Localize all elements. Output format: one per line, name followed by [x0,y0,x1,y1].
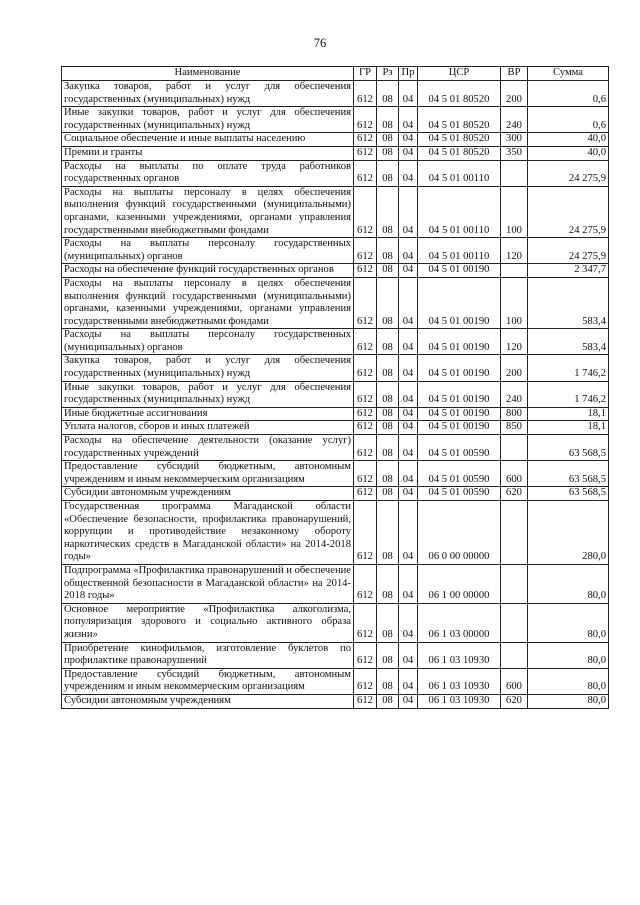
cell-gr: 612 [354,186,377,237]
cell-gr: 612 [354,146,377,160]
cell-pr: 04 [399,107,418,133]
table-row [62,186,609,237]
cell-sum: 583,4 [528,277,609,328]
cell-pr: 04 [399,642,418,668]
table-row [62,461,609,487]
header-vr: ВР [501,67,528,81]
cell-sum: 80,0 [528,642,609,668]
cell-sum: 18,1 [528,407,609,421]
cell-rz: 08 [377,487,399,501]
cell-pr: 04 [399,564,418,603]
cell-sum: 24 275,9 [528,160,609,186]
cell-gr: 612 [354,407,377,421]
cell-vr [501,642,528,668]
cell-csr: 04 5 01 00190 [418,407,501,421]
cell-gr: 612 [354,355,377,381]
header-name: Наименование [62,67,354,81]
cell-rz: 08 [377,603,399,642]
cell-csr: 04 5 01 00190 [418,381,501,407]
cell-pr: 04 [399,264,418,278]
cell-csr: 06 1 00 00000 [418,564,501,603]
cell-csr: 04 5 01 00190 [418,277,501,328]
table-row [62,277,609,328]
cell-gr: 612 [354,133,377,147]
cell-vr: 120 [501,238,528,264]
cell-gr: 612 [354,668,377,694]
cell-sum: 0,6 [528,107,609,133]
cell-pr: 04 [399,160,418,186]
cell-gr: 612 [354,264,377,278]
header-csr: ЦСР [418,67,501,81]
cell-rz: 08 [377,238,399,264]
cell-vr: 850 [501,421,528,435]
cell-csr: 04 5 01 00590 [418,461,501,487]
cell-sum: 24 275,9 [528,186,609,237]
cell-sum: 18,1 [528,421,609,435]
page-number: 76 [313,36,327,50]
cell-pr: 04 [399,81,418,107]
cell-rz: 08 [377,564,399,603]
cell-rz: 08 [377,81,399,107]
cell-rz: 08 [377,186,399,237]
cell-rz: 08 [377,407,399,421]
cell-name: Расходы на выплаты персоналу государственных (муниципальных) органов [62,329,354,355]
cell-csr: 04 5 01 00190 [418,264,501,278]
cell-pr: 04 [399,146,418,160]
cell-csr: 04 5 01 80520 [418,81,501,107]
cell-vr: 350 [501,146,528,160]
table-row [62,146,609,160]
cell-rz: 08 [377,435,399,461]
cell-gr: 612 [354,81,377,107]
cell-csr: 06 1 03 00000 [418,603,501,642]
cell-name: Закупка товаров, работ и услуг для обеспечения государственных (муниципальных) нужд [62,81,354,107]
table-row [62,381,609,407]
cell-vr [501,160,528,186]
table-row [62,487,609,501]
cell-sum: 0,6 [528,81,609,107]
table-row [62,694,609,708]
cell-name: Предоставление субсидий бюджетным, автономным учреждениям и иным некоммерческим организациям [62,668,354,694]
table-row [62,160,609,186]
table-row [62,564,609,603]
cell-csr: 04 5 01 80520 [418,107,501,133]
cell-rz: 08 [377,277,399,328]
table-row [62,421,609,435]
cell-gr: 612 [354,421,377,435]
cell-rz: 08 [377,461,399,487]
cell-vr [501,264,528,278]
cell-sum: 40,0 [528,146,609,160]
cell-pr: 04 [399,421,418,435]
cell-name: Социальное обеспечение и иные выплаты населению [62,133,354,147]
table-row [62,238,609,264]
cell-csr: 04 5 01 00590 [418,487,501,501]
cell-sum: 2 347,7 [528,264,609,278]
cell-vr: 100 [501,186,528,237]
table-row [62,603,609,642]
cell-rz: 08 [377,694,399,708]
table-row [62,329,609,355]
cell-vr [501,564,528,603]
table-row [62,355,609,381]
cell-name: Расходы на выплаты персоналу в целях обеспечения выполнения функций государственными (муниципальными) органами, казенными учреждениями, органами управления государственными внебюджетными фондами [62,277,354,328]
cell-rz: 08 [377,107,399,133]
cell-csr: 04 5 01 00190 [418,329,501,355]
cell-name: Предоставление субсидий бюджетным, автономным учреждениям и иным некоммерческим организациям [62,461,354,487]
table-row [62,668,609,694]
cell-sum: 63 568,5 [528,461,609,487]
cell-gr: 612 [354,461,377,487]
cell-pr: 04 [399,461,418,487]
table-row [62,81,609,107]
cell-pr: 04 [399,133,418,147]
cell-name: Иные закупки товаров, работ и услуг для обеспечения государственных (муниципальных) нужд [62,107,354,133]
cell-name: Закупка товаров, работ и услуг для обеспечения государственных (муниципальных) нужд [62,355,354,381]
cell-name: Субсидии автономным учреждениям [62,694,354,708]
cell-vr: 600 [501,668,528,694]
cell-vr [501,501,528,565]
table-row [62,407,609,421]
cell-sum: 1 746,2 [528,355,609,381]
cell-csr: 04 5 01 00110 [418,186,501,237]
cell-name: Государственная программа Магаданской области «Обеспечение безопасности, профилактика правонарушений, коррупции и противодействие незаконному обороту наркотических средств в Магаданской области» на 2014-2018 годы» [62,501,354,565]
cell-name: Подпрограмма «Профилактика правонарушений и обеспечение общественной безопасности в Магаданской области» на 2014-2018 годы» [62,564,354,603]
cell-pr: 04 [399,435,418,461]
cell-sum: 40,0 [528,133,609,147]
table-row [62,107,609,133]
cell-vr: 600 [501,461,528,487]
cell-name: Субсидии автономным учреждениям [62,487,354,501]
cell-csr: 04 5 01 00190 [418,421,501,435]
cell-sum: 280,0 [528,501,609,565]
cell-name: Расходы на обеспечение функций государственных органов [62,264,354,278]
cell-csr: 04 5 01 00110 [418,160,501,186]
cell-pr: 04 [399,186,418,237]
cell-vr: 240 [501,107,528,133]
cell-sum: 80,0 [528,603,609,642]
cell-name: Приобретение кинофильмов, изготовление буклетов по профилактике правонарушений [62,642,354,668]
cell-sum: 63 568,5 [528,435,609,461]
cell-vr: 800 [501,407,528,421]
budget-table [61,66,609,709]
cell-name: Расходы на выплаты персоналу в целях обеспечения выполнения функций государственными (муниципальными) органами, казенными учреждениями, органами управления государственными внебюджетными фондами [62,186,354,237]
cell-sum: 80,0 [528,668,609,694]
cell-csr: 06 1 03 10930 [418,642,501,668]
table-row [62,642,609,668]
cell-pr: 04 [399,501,418,565]
cell-gr: 612 [354,160,377,186]
cell-csr: 04 5 01 00590 [418,435,501,461]
cell-rz: 08 [377,133,399,147]
cell-csr: 06 1 03 10930 [418,668,501,694]
cell-pr: 04 [399,407,418,421]
cell-name: Расходы на обеспечение деятельности (оказание услуг) государственных учреждений [62,435,354,461]
cell-vr: 240 [501,381,528,407]
cell-sum: 24 275,9 [528,238,609,264]
cell-name: Премии и гранты [62,146,354,160]
cell-gr: 612 [354,642,377,668]
header-rz: Рз [377,67,399,81]
header-sum: Сумма [528,67,609,81]
cell-gr: 612 [354,329,377,355]
cell-pr: 04 [399,355,418,381]
cell-pr: 04 [399,487,418,501]
cell-sum: 80,0 [528,694,609,708]
cell-name: Иные закупки товаров, работ и услуг для обеспечения государственных (муниципальных) нужд [62,381,354,407]
cell-rz: 08 [377,668,399,694]
cell-vr: 200 [501,81,528,107]
cell-gr: 612 [354,381,377,407]
cell-sum: 583,4 [528,329,609,355]
cell-name: Уплата налогов, сборов и иных платежей [62,421,354,435]
cell-vr: 300 [501,133,528,147]
cell-csr: 06 0 00 00000 [418,501,501,565]
cell-pr: 04 [399,668,418,694]
cell-gr: 612 [354,694,377,708]
cell-sum: 63 568,5 [528,487,609,501]
table-row [62,501,609,565]
cell-rz: 08 [377,160,399,186]
table-row [62,133,609,147]
cell-csr: 04 5 01 00190 [418,355,501,381]
cell-gr: 612 [354,501,377,565]
cell-rz: 08 [377,329,399,355]
table-body [62,81,609,709]
cell-gr: 612 [354,277,377,328]
table-header-row [62,67,609,81]
cell-rz: 08 [377,381,399,407]
cell-rz: 08 [377,421,399,435]
cell-pr: 04 [399,694,418,708]
header-gr: ГР [354,67,377,81]
cell-gr: 612 [354,435,377,461]
cell-gr: 612 [354,603,377,642]
cell-csr: 04 5 01 80520 [418,133,501,147]
cell-vr: 620 [501,487,528,501]
table-row [62,264,609,278]
cell-gr: 612 [354,564,377,603]
cell-name: Иные бюджетные ассигнования [62,407,354,421]
cell-vr: 620 [501,694,528,708]
cell-pr: 04 [399,329,418,355]
cell-pr: 04 [399,277,418,328]
header-pr: Пр [399,67,418,81]
cell-name: Расходы на выплаты персоналу государственных (муниципальных) органов [62,238,354,264]
cell-vr [501,435,528,461]
cell-rz: 08 [377,642,399,668]
cell-pr: 04 [399,238,418,264]
cell-name: Основное мероприятие «Профилактика алкоголизма, популяризация здорового и социально активного образа жизни» [62,603,354,642]
cell-rz: 08 [377,501,399,565]
table-row [62,435,609,461]
cell-rz: 08 [377,355,399,381]
cell-pr: 04 [399,603,418,642]
cell-gr: 612 [354,238,377,264]
cell-pr: 04 [399,381,418,407]
cell-vr [501,603,528,642]
cell-csr: 04 5 01 80520 [418,146,501,160]
cell-gr: 612 [354,107,377,133]
cell-sum: 1 746,2 [528,381,609,407]
cell-gr: 612 [354,487,377,501]
cell-rz: 08 [377,146,399,160]
cell-vr: 100 [501,277,528,328]
cell-name: Расходы на выплаты по оплате труда работников государственных органов [62,160,354,186]
cell-vr: 120 [501,329,528,355]
cell-csr: 04 5 01 00110 [418,238,501,264]
cell-sum: 80,0 [528,564,609,603]
cell-rz: 08 [377,264,399,278]
cell-csr: 06 1 03 10930 [418,694,501,708]
cell-vr: 200 [501,355,528,381]
